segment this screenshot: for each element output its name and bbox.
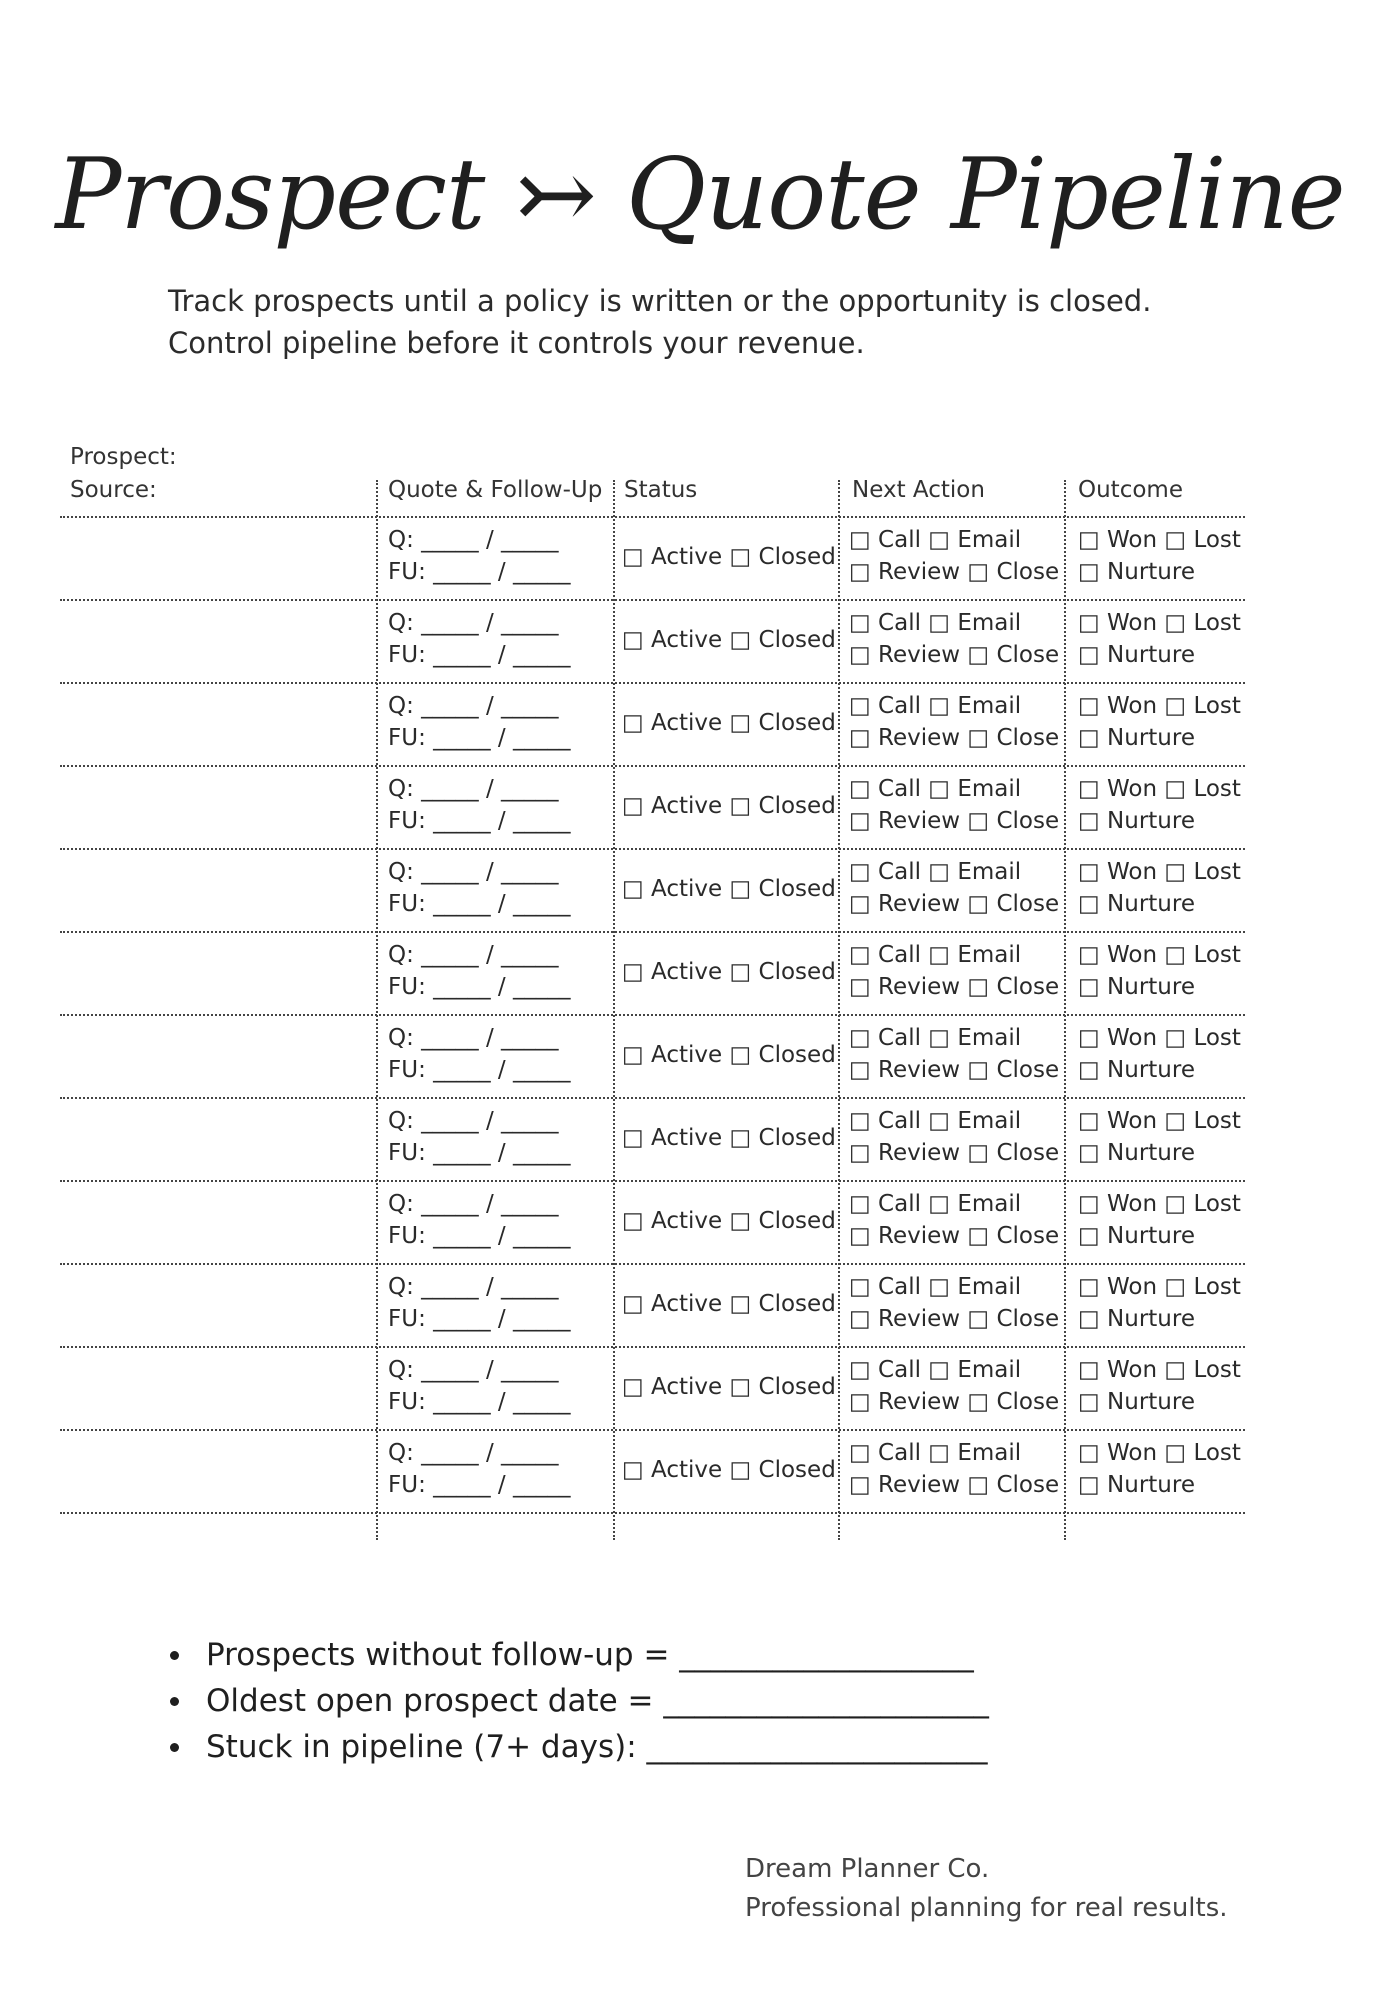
row-divider [60,599,1245,601]
row-divider [60,1429,1245,1431]
next-action-cell [849,1188,1059,1252]
next-action-cell [849,524,1059,588]
followup-date-field[interactable]: FU: _____ / _____ [388,642,571,668]
outcome-checkboxes[interactable]: □ Won □ Lost [1078,1191,1241,1217]
outcome-cell [1078,690,1241,754]
followup-date-field[interactable]: FU: _____ / _____ [388,1472,571,1498]
status-checkboxes[interactable]: □ Active □ Closed [622,793,836,819]
row-divider [60,682,1245,684]
outcome-checkboxes[interactable]: □ Won □ Lost [1078,693,1241,719]
next-action-cell [849,607,1059,671]
action-checkboxes[interactable]: □ Review □ Close [849,974,1060,1000]
next-action-cell [849,690,1059,754]
prospect-cell [70,690,360,756]
action-checkboxes[interactable]: □ Review □ Close [849,1306,1060,1332]
action-checkboxes[interactable]: □ Call □ Email [849,1191,1022,1217]
prospect-cell [70,607,360,673]
quote-date-field[interactable]: Q: _____ / _____ [388,859,559,885]
status-checkboxes[interactable]: □ Active □ Closed [622,876,836,902]
status-checkboxes[interactable]: □ Active □ Closed [622,710,836,736]
quote-followup-cell [388,1354,571,1418]
action-checkboxes[interactable]: □ Review □ Close [849,1057,1060,1083]
followup-date-field[interactable]: FU: _____ / _____ [388,559,571,585]
status-cell [622,1205,836,1237]
followup-date-field[interactable]: FU: _____ / _____ [388,974,571,1000]
status-checkboxes[interactable]: □ Active □ Closed [622,544,836,570]
status-cell [622,1122,836,1154]
quote-followup-cell [388,1105,571,1169]
status-cell [622,873,836,905]
action-checkboxes[interactable]: □ Call □ Email [849,1440,1022,1466]
row-divider [60,931,1245,933]
prospect-cell [70,1022,360,1088]
row-divider [60,1346,1245,1348]
outcome-checkboxes[interactable]: □ Nurture [1078,808,1195,834]
outcome-cell [1078,1022,1241,1086]
row-divider [60,1014,1245,1016]
summary-item [170,1632,989,1678]
action-checkboxes[interactable]: □ Review □ Close [849,808,1060,834]
action-checkboxes[interactable]: □ Review □ Close [849,891,1060,917]
quote-date-field[interactable]: Q: _____ / _____ [388,776,559,802]
action-checkboxes[interactable]: □ Review □ Close [849,1472,1060,1498]
row-divider [60,1263,1245,1265]
prospect-cell [70,1354,360,1420]
next-action-cell [849,773,1059,837]
action-checkboxes[interactable]: □ Call □ Email [849,1357,1022,1383]
outcome-checkboxes[interactable]: □ Nurture [1078,1472,1195,1498]
outcome-checkboxes[interactable]: □ Won □ Lost [1078,610,1241,636]
page-title: Prospect ↣ Quote Pipeline [55,138,1345,252]
action-checkboxes[interactable]: □ Review □ Close [849,725,1060,751]
status-cell [622,707,836,739]
row-divider [60,1512,1245,1514]
quote-followup-cell [388,1188,571,1252]
action-checkboxes[interactable]: □ Review □ Close [849,1389,1060,1415]
quote-date-field[interactable]: Q: _____ / _____ [388,1025,559,1051]
status-checkboxes[interactable]: □ Active □ Closed [622,959,836,985]
action-checkboxes[interactable]: □ Review □ Close [849,1140,1060,1166]
status-cell [622,541,836,573]
summary-text: Prospects without follow-up = ___________________ [206,1637,974,1673]
quote-followup-cell [388,690,571,754]
prospect-cell [70,524,360,590]
action-checkboxes[interactable]: □ Call □ Email [849,527,1022,553]
status-checkboxes[interactable]: □ Active □ Closed [622,1208,836,1234]
company-tagline: Professional planning for real results. [745,1893,1228,1923]
quote-followup-cell [388,939,571,1003]
quote-followup-cell [388,856,571,920]
bullet-icon [170,1743,179,1752]
outcome-cell [1078,939,1241,1003]
quote-followup-cell [388,607,571,671]
status-cell [622,790,836,822]
outcome-checkboxes[interactable]: □ Nurture [1078,891,1195,917]
quote-date-field[interactable]: Q: _____ / _____ [388,527,559,553]
subtitle-line: Track prospects until a policy is written or the opportunity is closed. [168,284,1152,318]
column-divider [613,480,615,1540]
quote-followup-cell [388,524,571,588]
status-cell [622,624,836,656]
quote-date-field[interactable]: Q: _____ / _____ [388,1191,559,1217]
status-checkboxes[interactable]: □ Active □ Closed [622,1042,836,1068]
outcome-checkboxes[interactable]: □ Nurture [1078,1306,1195,1332]
column-header-source: Source: [70,477,157,503]
outcome-cell [1078,1354,1241,1418]
column-divider [838,480,840,1540]
outcome-checkboxes[interactable]: □ Nurture [1078,642,1195,668]
bullet-icon [170,1697,179,1706]
quote-followup-cell [388,1271,571,1335]
outcome-checkboxes[interactable]: □ Won □ Lost [1078,1440,1241,1466]
next-action-cell [849,1105,1059,1169]
followup-date-field[interactable]: FU: _____ / _____ [388,1140,571,1166]
prospect-cell [70,856,360,922]
outcome-checkboxes[interactable]: □ Won □ Lost [1078,1108,1241,1134]
outcome-checkboxes[interactable]: □ Won □ Lost [1078,1025,1241,1051]
outcome-checkboxes[interactable]: □ Won □ Lost [1078,1274,1241,1300]
next-action-cell [849,939,1059,1003]
followup-date-field[interactable]: FU: _____ / _____ [388,1223,571,1249]
subtitle-line: Control pipeline before it controls your revenue. [168,326,865,360]
column-header-status: Status [624,477,698,503]
status-cell [622,1454,836,1486]
row-divider [60,765,1245,767]
action-checkboxes[interactable]: □ Review □ Close [849,559,1060,585]
bullet-icon [170,1651,179,1660]
status-checkboxes[interactable]: □ Active □ Closed [622,1291,836,1317]
status-cell [622,956,836,988]
prospect-cell [70,1437,360,1503]
status-cell [622,1288,836,1320]
column-divider [376,480,378,1540]
outcome-checkboxes[interactable]: □ Won □ Lost [1078,527,1241,553]
summary-item [170,1724,989,1770]
status-cell [622,1039,836,1071]
outcome-checkboxes[interactable]: □ Nurture [1078,725,1195,751]
followup-date-field[interactable]: FU: _____ / _____ [388,725,571,751]
quote-date-field[interactable]: Q: _____ / _____ [388,942,559,968]
summary-list [170,1632,989,1770]
action-checkboxes[interactable]: □ Call □ Email [849,610,1022,636]
next-action-cell [849,1437,1059,1501]
next-action-cell [849,1354,1059,1418]
action-checkboxes[interactable]: □ Call □ Email [849,776,1022,802]
outcome-checkboxes[interactable]: □ Nurture [1078,1057,1195,1083]
column-header-next-action: Next Action [852,477,985,503]
row-divider [60,516,1245,518]
status-checkboxes[interactable]: □ Active □ Closed [622,1374,836,1400]
outcome-cell [1078,1437,1241,1501]
action-checkboxes[interactable]: □ Review □ Close [849,642,1060,668]
followup-date-field[interactable]: FU: _____ / _____ [388,808,571,834]
column-header-prospect: Prospect: [70,444,177,470]
action-checkboxes[interactable]: □ Call □ Email [849,693,1022,719]
outcome-checkboxes[interactable]: □ Nurture [1078,1389,1195,1415]
outcome-cell [1078,1188,1241,1252]
prospect-cell [70,939,360,1005]
next-action-cell [849,1271,1059,1335]
followup-date-field[interactable]: FU: _____ / _____ [388,1389,571,1415]
column-divider [1064,480,1066,1540]
page-subtitle [168,280,1151,364]
outcome-cell [1078,524,1241,588]
quote-date-field[interactable]: Q: _____ / _____ [388,610,559,636]
outcome-checkboxes[interactable]: □ Won □ Lost [1078,859,1241,885]
outcome-checkboxes[interactable]: □ Nurture [1078,1223,1195,1249]
quote-followup-cell [388,773,571,837]
outcome-checkboxes[interactable]: □ Nurture [1078,974,1195,1000]
outcome-checkboxes[interactable]: □ Nurture [1078,1140,1195,1166]
action-checkboxes[interactable]: □ Call □ Email [849,1108,1022,1134]
row-divider [60,1180,1245,1182]
quote-date-field[interactable]: Q: _____ / _____ [388,1440,559,1466]
prospect-cell [70,773,360,839]
row-divider [60,848,1245,850]
followup-date-field[interactable]: FU: _____ / _____ [388,1306,571,1332]
outcome-checkboxes[interactable]: □ Won □ Lost [1078,1357,1241,1383]
quote-date-field[interactable]: Q: _____ / _____ [388,1108,559,1134]
status-checkboxes[interactable]: □ Active □ Closed [622,1457,836,1483]
action-checkboxes[interactable]: □ Review □ Close [849,1223,1060,1249]
status-checkboxes[interactable]: □ Active □ Closed [622,1125,836,1151]
quote-date-field[interactable]: Q: _____ / _____ [388,1274,559,1300]
action-checkboxes[interactable]: □ Call □ Email [849,859,1022,885]
outcome-cell [1078,607,1241,671]
outcome-checkboxes[interactable]: □ Won □ Lost [1078,942,1241,968]
outcome-checkboxes[interactable]: □ Nurture [1078,559,1195,585]
outcome-checkboxes[interactable]: □ Won □ Lost [1078,776,1241,802]
followup-date-field[interactable]: FU: _____ / _____ [388,1057,571,1083]
status-cell [622,1371,836,1403]
outcome-cell [1078,1271,1241,1335]
prospect-cell [70,1105,360,1171]
outcome-cell [1078,773,1241,837]
quote-followup-cell [388,1437,571,1501]
action-checkboxes[interactable]: □ Call □ Email [849,1274,1022,1300]
outcome-cell [1078,856,1241,920]
prospect-cell [70,1271,360,1337]
quote-followup-cell [388,1022,571,1086]
row-divider [60,1097,1245,1099]
summary-item [170,1678,989,1724]
quote-date-field[interactable]: Q: _____ / _____ [388,693,559,719]
footer [745,1850,1228,1928]
summary-text: Oldest open prospect date = _____________________ [206,1683,989,1719]
company-name: Dream Planner Co. [745,1854,990,1884]
next-action-cell [849,856,1059,920]
outcome-cell [1078,1105,1241,1169]
status-checkboxes[interactable]: □ Active □ Closed [622,627,836,653]
quote-date-field[interactable]: Q: _____ / _____ [388,1357,559,1383]
prospect-cell [70,1188,360,1254]
column-header-quote: Quote & Follow-Up [388,477,603,503]
action-checkboxes[interactable]: □ Call □ Email [849,1025,1022,1051]
action-checkboxes[interactable]: □ Call □ Email [849,942,1022,968]
followup-date-field[interactable]: FU: _____ / _____ [388,891,571,917]
summary-text: Stuck in pipeline (7+ days): ______________________ [206,1729,988,1765]
column-header-outcome: Outcome [1078,477,1183,503]
next-action-cell [849,1022,1059,1086]
